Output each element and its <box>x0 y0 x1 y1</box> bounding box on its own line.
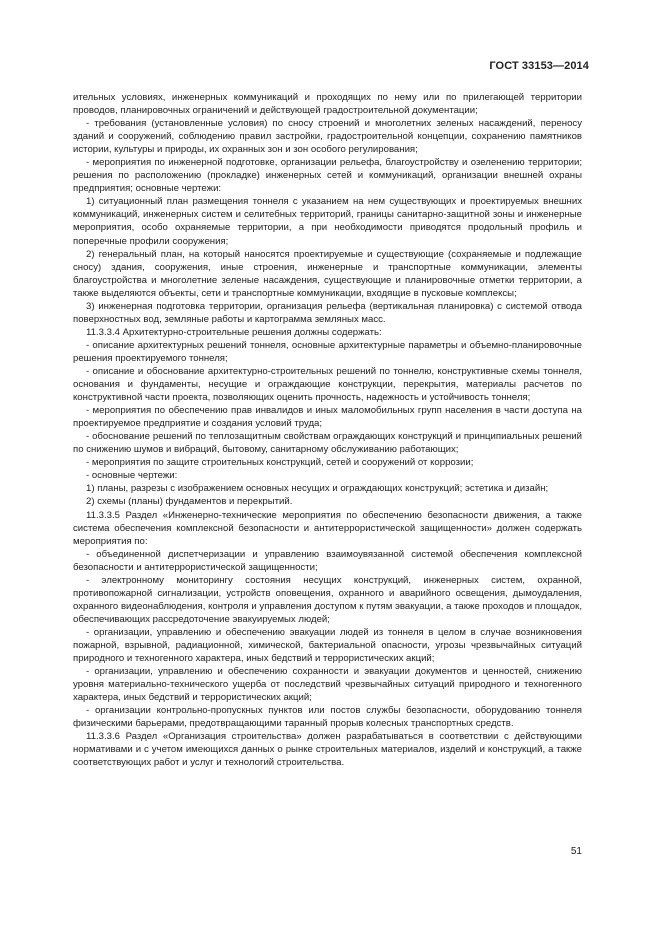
document-number-header: ГОСТ 33153—2014 <box>489 60 589 72</box>
list-item-demolition-requirements: - требования (установленные условия) по сносу строений и многолетних зеленых насаждений, переносу зданий и сооружений, соблюдению правил застройки, градостроительной концепции, сохранению памятников истории, культуры и природы, их охранных зон и зон особого регулирования; <box>73 118 582 156</box>
clause-11-3-3-6: 11.3.3.6 Раздел «Организация строительства» должен разрабатываться в соответствии с действующими нормативами и с учетом имеющихся данных о рынке строительных материалов, изделий и конструкций, а также соответствующих работ и услуг и технологий строительства. <box>73 731 582 769</box>
list-item-engineering-preparation: - мероприятия по инженерной подготовке, организации рельефа, благоустройству и озеленению территории; решения по расположению (прокладке) инженерных сетей и коммуникаций, организации внешней охраны предприятия; основные чертежи: <box>73 157 582 195</box>
drawing-item-plans-sections: 1) планы, разрезы с изображением основных несущих и ограждающих конструкций; эстетика и дизайн; <box>86 483 549 495</box>
list-item-main-drawings: - основные чертежи: <box>86 470 178 482</box>
clause-11-3-3-5: 11.3.3.5 Раздел «Инженерно-технические мероприятия по обеспечению безопасности движения, а также система обеспечения комплексной безопасности и антитеррористической защищенности» должен содержать мероприятия по: <box>73 509 582 547</box>
body-text <box>73 91 582 769</box>
list-item-thermal-protection: - обоснование решений по теплозащитным свойствам ограждающих конструкций и принципиальных решений по снижению шумов и вибраций, бытовому, санитарному обслуживанию работающих; <box>73 431 582 456</box>
list-item-evacuation-people: - организации, управлению и обеспечению эвакуации людей из тоннеля в целом в случае возникновения пожарной, взрывной, радиационной, химической, бактериальной опасности, угрозы чрезвычайных ситуаций природного и техногенного характера, иных бедствий и террористических акций; <box>73 626 582 665</box>
list-item-evacuation-documents: - организации, управлению и обеспечению сохранности и эвакуации документов и ценностей, снижению уровня материально-технического ущерба от последствий чрезвычайных ситуаций природного и техногенного характера, иных бедствий и террористических акций; <box>73 666 582 704</box>
clause-11-3-3-4: 11.3.3.4 Архитектурно-строительные решения должны содержать: <box>86 326 382 338</box>
drawing-item-general-plan: 2) генеральный план, на который наносятся проектируемые и существующие (сохраняемые и подлежащие сносу) здания, сооружения, иные строения, инженерные и транспортные коммуникации, элементы благоустройства и многолетние зеленые насаждения, существующие и планировочные отметки территории, а также выделяются объекты, сети и транспортные коммуникации, входящие в пусковые комплексы; <box>73 248 582 299</box>
page-number: 51 <box>570 846 582 857</box>
list-item-accessibility: - мероприятия по обеспечению прав инвалидов и иных маломобильных групп населения в части доступа на проектируемое предприятие и создания условий труда; <box>73 405 582 430</box>
list-item-electronic-monitoring: - электронному мониторингу состояния несущих конструкций, инженерных систем, охранной, противопожарной сигнализации, устройств оповещения, охранного и аварийного освещения, дымоудаления, охранного видеонаблюдения, контроля и управления доступом к путям эвакуации, а также проходов и площадок, обеспечивающих рассредоточение эвакуируемых людей; <box>73 574 582 625</box>
drawing-item-foundation-schemes: 2) схемы (планы) фундаментов и перекрытий. <box>86 496 293 508</box>
list-item-corrosion-protection: - мероприятия по защите строительных конструкций, сетей и сооружений от коррозии; <box>86 457 474 469</box>
drawing-item-territory-preparation: 3) инженерная подготовка территории, организация рельефа (вертикальная планировка) с системой отвода поверхностных вод, земляные работы и картограмма земляных масс. <box>73 300 582 325</box>
drawing-item-situation-plan: 1) ситуационный план размещения тоннеля с указанием на нем существующих и проектируемых внешних коммуникаций, инженерных систем и селитебных территорий, границы санитарно-защитной зоны и инженерные мероприятия, особо охраняемые территории, а при необходимости приводятся продольный профиль и поперечные профили сооружения; <box>73 196 582 247</box>
list-item-checkpoints: - организации контрольно-пропускных пунктов или постов службы безопасности, оборудованию тоннеля физическими барьерами, предотвращающими таранный прорыв колесных транспортных средств. <box>73 705 582 730</box>
list-item-architectural-description: - описание архитектурных решений тоннеля, основные архитектурные параметры и объемно-планировочные решения проектируемого тоннеля; <box>73 339 582 364</box>
paragraph-continuation: ительных условиях, инженерных коммуникаций и проходящих по нему или по прилегающей территории проводов, планировочных ограничений и действующей градостроительной документации; <box>73 92 582 117</box>
list-item-structural-justification: - описание и обоснование архитектурно-строительных решений по тоннелю, конструктивные схемы тоннеля, основания и фундаменты, несущие и ограждающие конструкции, перекрытия, материалы расчетов по конструктивной части проекта, позволяющих оценить прочность, надежность и устойчивость тоннеля; <box>73 365 582 404</box>
list-item-dispatching: - объединенной диспетчеризации и управлению взаимоувязанной системой обеспечения комплексной безопасности и антитеррористической защищенности; <box>73 548 582 573</box>
